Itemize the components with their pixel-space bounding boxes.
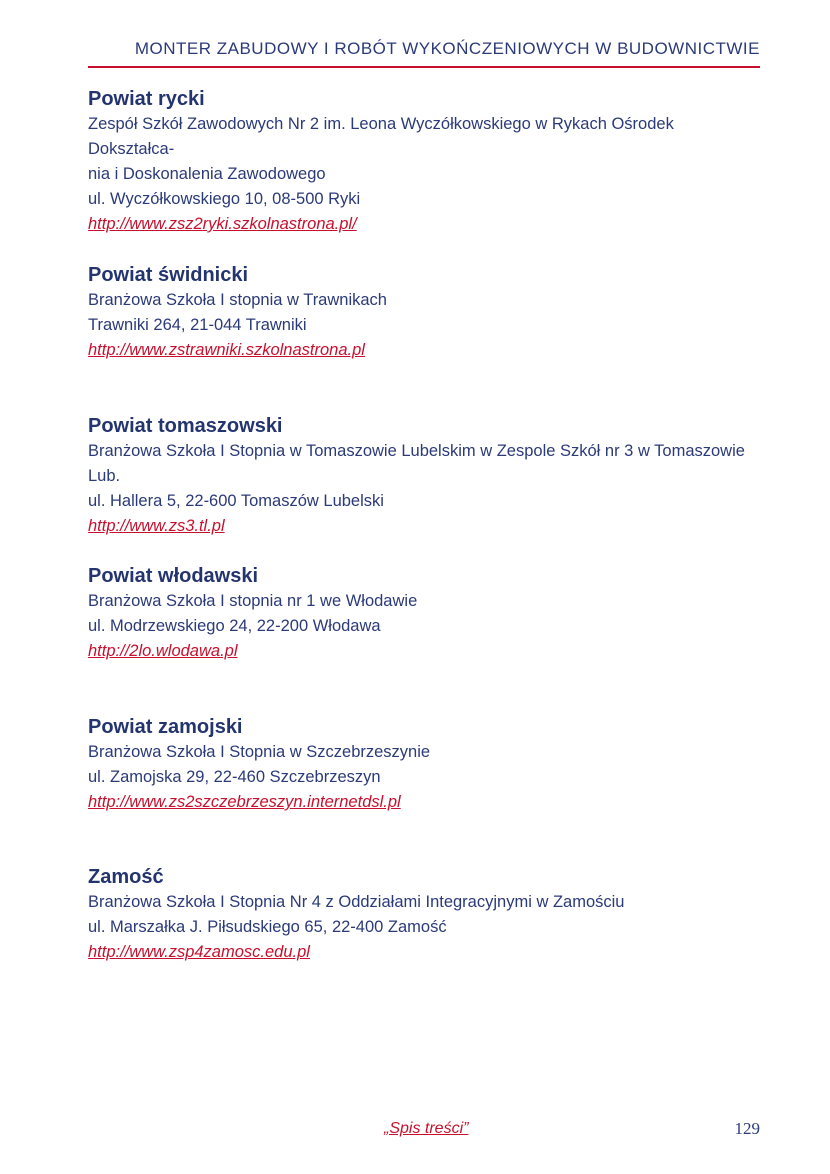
address-line: Trawniki 264, 21-044 Trawniki [88,316,307,334]
address-line: ul. Wyczółkowskiego 10, 08-500 Ryki [88,190,361,208]
school-website-link[interactable]: http://www.zsz2ryki.szkolnastrona.pl/ [88,215,357,233]
address-line: ul. Zamojska 29, 22-460 Szczebrzeszyn [88,768,381,786]
section-zamosc [88,864,760,965]
school-name-line: Branżowa Szkoła I Stopnia w Tomaszowie Lubelskim w Zespole Szkół nr 3 w Tomaszowie Lub. [88,442,745,485]
table-of-contents-link[interactable]: „Spis treści” [384,1120,469,1137]
school-website-link[interactable]: http://2lo.wlodawa.pl [88,642,238,660]
address-line: ul. Modrzewskiego 24, 22-200 Włodawa [88,617,381,635]
school-name-line: Branżowa Szkoła I stopnia w Trawnikach [88,291,387,309]
page-number: 129 [734,1119,760,1138]
school-website-link[interactable]: http://www.zs3.tl.pl [88,517,225,535]
page-header [88,36,760,68]
school-name-line: nia i Doskonalenia Zawodowego [88,165,326,183]
school-website-link[interactable]: http://www.zstrawniki.szkolnastrona.pl [88,341,365,359]
school-name-line: Branżowa Szkoła I stopnia nr 1 we Włodawie [88,592,418,610]
section-title: Powiat tomaszowski [88,415,283,437]
address-line: ul. Marszałka J. Piłsudskiego 65, 22-400 Zamość [88,918,447,936]
header-title: MONTER ZABUDOWY I ROBÓT WYKOŃCZENIOWYCH W BUDOWNICTWIE [134,39,760,58]
section-title: Powiat zamojski [88,716,243,738]
section-title: Powiat świdnicki [88,264,249,286]
school-website-link[interactable]: http://www.zsp4zamosc.edu.pl [88,943,310,961]
school-website-link[interactable]: http://www.zs2szczebrzeszyn.internetdsl.pl [88,793,401,811]
school-name-line: Branżowa Szkoła I Stopnia Nr 4 z Oddziałami Integracyjnymi w Zamościu [88,893,625,911]
section-powiat-tomaszowski [88,413,760,539]
section-title: Powiat rycki [88,88,205,110]
school-name-line: Branżowa Szkoła I Stopnia w Szczebrzeszynie [88,743,431,761]
school-name-line: Zespół Szkół Zawodowych Nr 2 im. Leona Wyczółkowskiego w Rykach Ośrodek Dokształca- [88,115,674,158]
section-title: Zamość [88,866,164,888]
section-powiat-swidnicki [88,262,760,363]
section-powiat-rycki [88,86,760,237]
section-title: Powiat włodawski [88,565,259,587]
section-powiat-wlodawski [88,563,760,664]
section-powiat-zamojski [88,714,760,815]
address-line: ul. Hallera 5, 22-600 Tomaszów Lubelski [88,492,384,510]
